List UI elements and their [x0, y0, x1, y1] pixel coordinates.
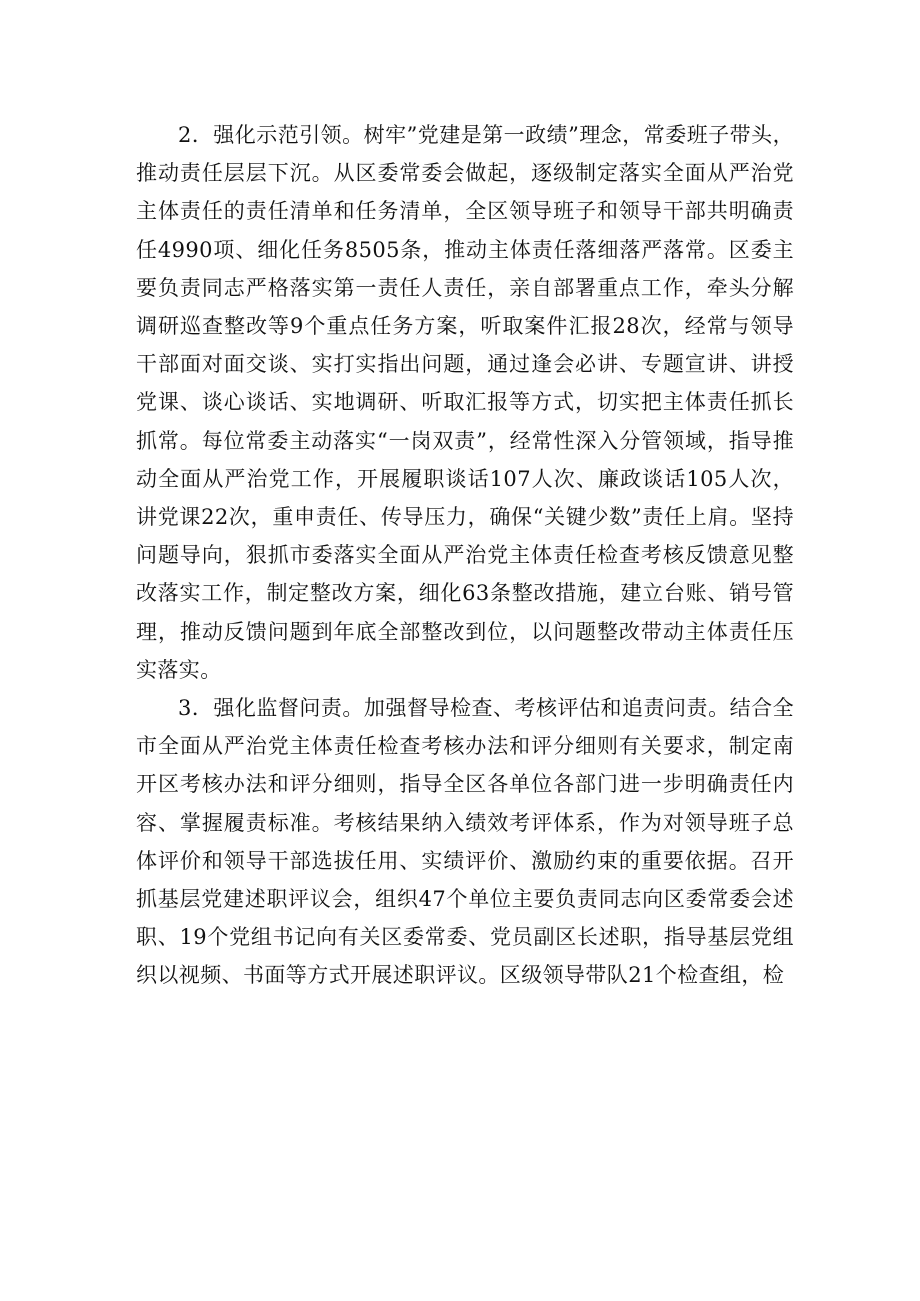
document-body [136, 116, 794, 995]
paragraph-strengthen-supervision: 3．强化监督问责。加强督导检查、考核评估和追责问责。结合全市全面从严治党主体责任检查考核办法和评分细则有关要求，制定南开区考核办法和评分细则，指导全区各单位各部门进一步明确责任内容、掌握履责标准。考核结果纳入绩效考评体系，作为对领导班子总体评价和领导干部选拔任用、实绩评价、激励约束的重要依据。召开抓基层党建述职评议会，组织47个单位主要负责同志向区委常委会述职、19个党组书记向有关区委常委、党员副区长述职，指导基层党组织以视频、书面等方式开展述职评议。区级领导带队21个检查组，检 [136, 696, 794, 988]
paragraph-strengthen-leadership: 2．强化示范引领。树牢”党建是第一政绩”理念，常委班子带头，推动责任层层下沉。从区委常委会做起，逐级制定落实全面从严治党主体责任的责任清单和任务清单，全区领导班子和领导干部共明确责任4990项、细化任务8505条，推动主体责任落细落严落常。区委主要负责同志严格落实第一责任人责任，亲自部署重点工作，牵头分解调研巡查整改等9个重点任务方案，听取案件汇报28次，经常与领导干部面对面交谈、实打实指出问题，通过逢会必讲、专题宣讲、讲授党课、谈心谈话、实地调研、听取汇报等方式，切实把主体责任抓长抓常。每位常委主动落实“一岗双责”，经常性深入分管领域，指导推动全面从严治党工作，开展履职谈话107人次、廉政谈话105人次，讲党课22次，重申责任、传导压力，确保“关键少数”责任上肩。坚持问题导向，狠抓市委落实全面从严治党主体责任检查考核反馈意见整改落实工作，制定整改方案，细化63条整改措施，建立台账、销号管理，推动反馈问题到年底全部整改到位，以问题整改带动主体责任压实落实。 [136, 123, 794, 682]
